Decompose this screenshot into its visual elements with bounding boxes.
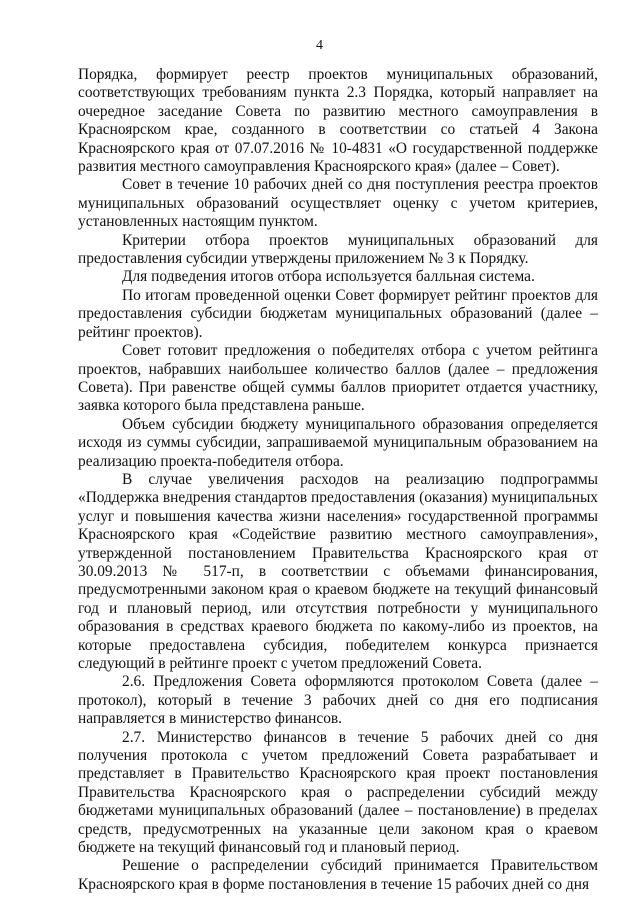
paragraph-subsidy-amount: Объем субсидии бюджету муниципального образования определяется исходя из суммы субсидии, запрашиваемой муниципальным образованием на реализацию проекта-победителя отбора. <box>78 415 598 470</box>
document-body <box>78 66 598 894</box>
paragraph-expense-increase: В случае увеличения расходов на реализацию подпрограммы «Поддержка внедрения стандартов предоставления (оказания) муниципальных услуг и повышения качества жизни населения» государственной программы Красноярского края «Содействие развитию местного самоуправления», утвержденной постановлением Правительства Красноярского края от 30.09.2013 № 517-п, в соответствии с объемами финансирования, предусмотренными законом края о краевом бюджете на текущий финансовый год и плановый период, или отсутствия потребности у муниципального образования в средствах краевого бюджета по какому-либо из проектов, на которые предоставлена субсидия, победителем конкурса признается следующий в рейтинге проект с учетом предложений Совета. <box>78 470 598 672</box>
paragraph-continuation: Порядка, формирует реестр проектов муниципальных образований, соответствующих требованиям пункта 2.3 Порядка, который направляет на очередное заседание Совета по развитию местного самоуправления в Красноярском крае, созданного в соответствии со статьей 4 Закона Красноярского края от 07.07.2016 № 10-4831 «О государственной поддержке развития местного самоуправления Красноярского края» (далее – Совет). <box>78 66 598 176</box>
paragraph-clause-2-7: 2.7. Министерство финансов в течение 5 рабочих дней со дня получения протокола с учетом предложений Совета разрабатывает и представляет в Правительство Красноярского края проект постановления Правительства Красноярского края о распределении субсидий между бюджетами муниципальных образований (далее – постановление) в пределах средств, предусмотренных на указанные цели законом края о краевом бюджете на текущий финансовый год и плановый период. <box>78 728 598 857</box>
paragraph-council-proposals: Совет готовит предложения о победителях отбора с учетом рейтинга проектов, набравших наибольшее количество баллов (далее – предложения Совета). При равенстве общей суммы баллов приоритет отдается участнику, заявка которого была представлена раньше. <box>78 342 598 415</box>
paragraph-distribution-decision: Решение о распределении субсидий принимается Правительством Красноярского края в форме постановления в течение 15 рабочих дней со дня <box>78 857 598 893</box>
paragraph-scoring-system: Для подведения итогов отбора используется балльная система. <box>122 268 535 286</box>
paragraph-project-rating: По итогам проведенной оценки Совет формирует рейтинг проектов для предоставления субсидии бюджетам муниципальных образований (далее – рейтинг проектов). <box>78 286 598 341</box>
page-number: 4 <box>316 38 323 53</box>
paragraph-council-evaluation: Совет в течение 10 рабочих дней со дня поступления реестра проектов муниципальных образований осуществляет оценку с учетом критериев, установленных настоящим пунктом. <box>78 176 598 231</box>
paragraph-clause-2-6: 2.6. Предложения Совета оформляются протоколом Совета (далее – протокол), который в течение 3 рабочих дней со дня его подписания направляется в министерство финансов. <box>78 673 598 728</box>
paragraph-selection-criteria: Критерии отбора проектов муниципальных образований для предоставления субсидии утверждены приложением № 3 к Порядку. <box>78 231 598 268</box>
